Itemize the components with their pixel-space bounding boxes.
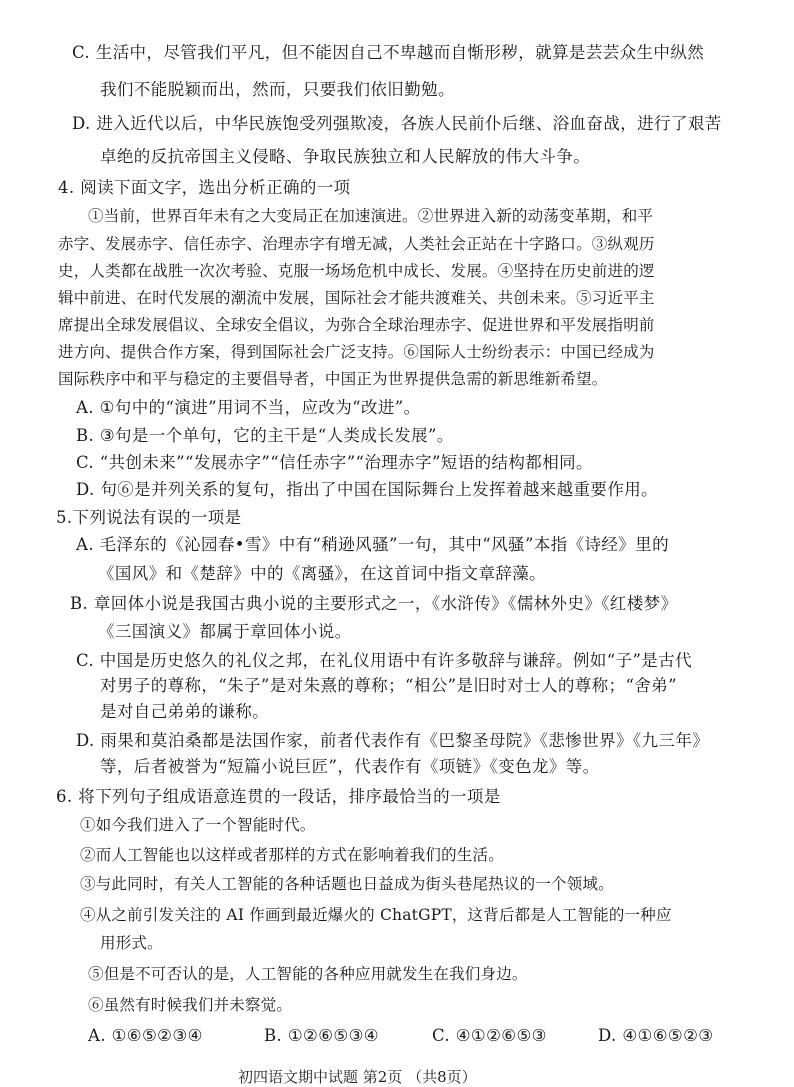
q3-option-c-line2: 我们不能脱颖而出，然而，只要我们依旧勤勉。: [100, 80, 455, 99]
q5-option-d-line1: D. 雨果和莫泊桑都是法国作家，前者代表作有《巴黎圣母院》《悲惨世界》《九三年》: [76, 731, 710, 750]
q4-stem: 4. 阅读下面文字，选出分析正确的一项: [58, 178, 351, 197]
q6-option-d: D. ④①⑥⑤②③: [598, 1026, 714, 1045]
q3-option-c-line1: C. 生活中，尽管我们平凡，但不能因自己不卑越而自惭形秽，就算是芸芸众生中纵然: [72, 43, 705, 62]
q5-option-c-line3: 是对自己弟弟的谦称。: [100, 702, 269, 721]
q6-sentence-1: ①如今我们进入了一个智能时代。: [80, 816, 316, 834]
q6-sentence-5: ⑤但是不可否认的是，人工智能的各种应用就发生在我们身边。: [88, 965, 528, 983]
q4-passage-line: 赤字、发展赤字、信任赤字、治理赤字有增无减，人类社会正站在十字路口。③纵观历: [58, 235, 655, 253]
q6-sentence-3: ③与此同时，有关人工智能的各种话题也日益成为街头巷尾热议的一个领域。: [80, 875, 614, 893]
q6-option-a: A. ①⑥⑤②③④: [88, 1026, 203, 1045]
q4-passage-line: 史，人类都在战胜一次次考验、克服一场场危机中成长、发展。④坚持在历史前进的逻: [58, 262, 655, 280]
q3-option-d-line1: D. 进入近代以后，中华民族饱受列强欺凌，各族人民前仆后继、浴血奋战，进行了艰苦: [72, 114, 722, 133]
q4-option-c: C. “共创未来”“发展赤字”“信任赤字”“治理赤字”短语的结构都相同。: [76, 453, 593, 472]
q6-option-b: B. ①②⑥⑤③④: [264, 1026, 379, 1045]
q6-sentence-4-line1: ④从之前引发关注的 AI 作画到最近爆火的 ChatGPT，这背后都是人工智能的一种应: [80, 906, 672, 924]
q5-option-c-line2: 对男子的尊称，“朱子”是对朱熹的尊称；“相公”是旧时对士人的尊称；“舍弟”: [100, 676, 677, 695]
q5-option-b-line1: B. 章回体小说是我国古典小说的主要形式之一，《水浒传》《儒林外史》《红楼梦》: [70, 594, 678, 613]
q4-option-d: D. 句⑥是并列关系的复句，指出了中国在国际舞台上发挥着越来越重要作用。: [76, 480, 659, 499]
q4-passage-line: 国际秩序中和平与稳定的主要倡导者，中国正为世界提供急需的新思维新希望。: [58, 370, 608, 388]
q4-passage-line: 辑中前进、在时代发展的潮流中发展，国际社会才能共渡难关、共创未来。⑤习近平主: [58, 289, 655, 307]
q6-sentence-4-line2: 用形式。: [100, 934, 163, 952]
q5-option-d-line2: 等，后者被誉为“短篇小说巨匠”，代表作有《项链》《变色龙》等。: [100, 757, 600, 776]
q4-option-a: A. ①句中的“演进”用词不当，应改为“改进”。: [76, 398, 421, 417]
q6-stem: 6. 将下列句子组成语意连贯的一段话，排序最恰当的一项是: [56, 787, 501, 806]
q5-stem: 5.下列说法有误的一项是: [56, 508, 242, 527]
page-footer: 初四语文期中试题 第2页 （共8页）: [238, 1068, 477, 1086]
q6-sentence-6: ⑥虽然有时候我们并未察觉。: [88, 996, 293, 1014]
q4-passage-line: 席提出全球发展倡议、全球安全倡议，为弥合全球治理赤字、促进世界和平发展指明前: [58, 316, 655, 334]
q5-option-b-line2: 《三国演义》都属于章回体小说。: [98, 622, 352, 641]
q5-option-a-line1: A. 毛泽东的《沁园春•雪》中有“稍逊风骚”一句，其中“风骚”本指《诗经》里的: [76, 535, 669, 554]
q5-option-c-line1: C. 中国是历史悠久的礼仪之邦，在礼仪用语中有许多敬辞与谦辞。例如“子”是古代: [76, 651, 692, 670]
q4-option-b: B. ③句是一个单句，它的主干是“人类成长发展”。: [76, 426, 454, 445]
q4-passage-line: ①当前，世界百年未有之大变局正在加速演进。②世界进入新的动荡变革期，和平: [88, 207, 654, 225]
q5-option-a-line2: 《国风》和《楚辞》中的《离骚》，在这首词中指文章辞藻。: [98, 564, 547, 583]
q4-passage-line: 进方向、提供合作方案，得到国际社会广泛支持。⑥国际人士纷纷表示：中国已经成为: [58, 343, 655, 361]
q3-option-d-line2: 卓绝的反抗帝国主义侵略、争取民族独立和人民解放的伟大斗争。: [100, 147, 591, 166]
q6-sentence-2: ②而人工智能也以这样或者那样的方式在影响着我们的生活。: [80, 846, 504, 864]
q6-option-c: C. ④①②⑥⑤③: [432, 1026, 547, 1045]
